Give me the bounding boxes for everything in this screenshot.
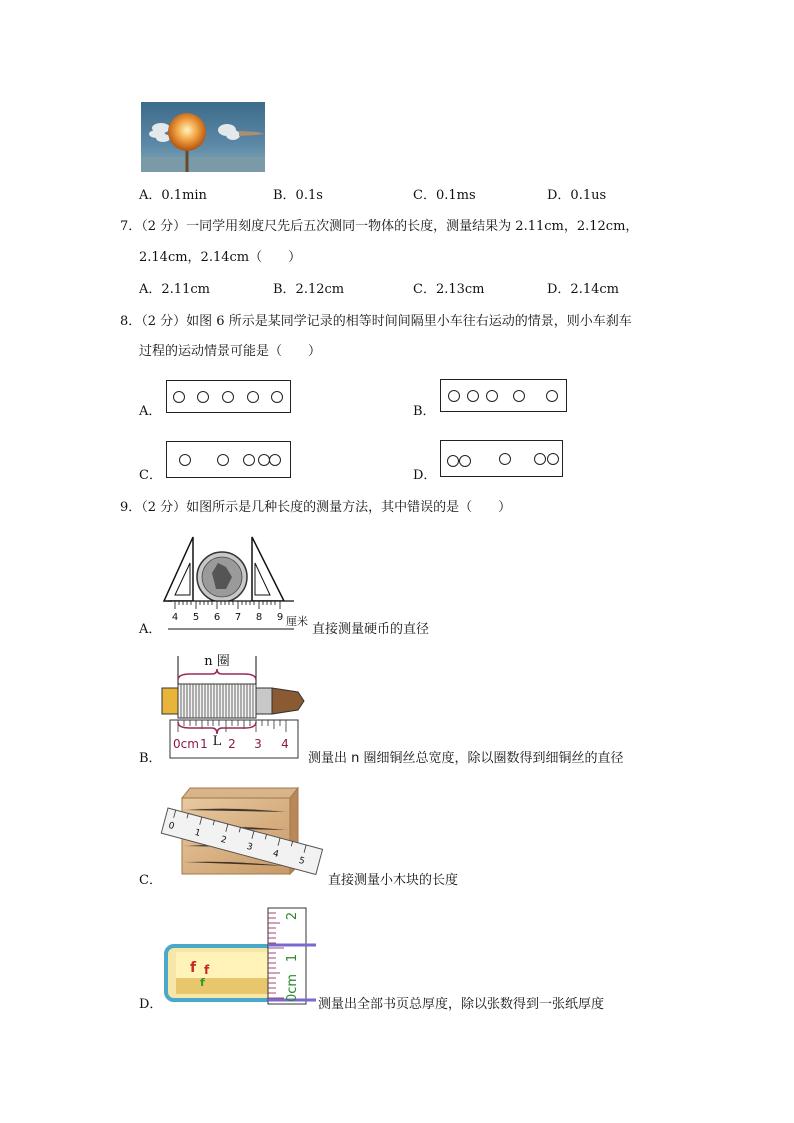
- book-thickness-figure: [160, 902, 320, 1010]
- ruler-tick-label: 2: [219, 834, 228, 847]
- car-position-dot: [269, 454, 281, 466]
- option-b-label: B．: [139, 751, 162, 766]
- option-d: D．0.1us: [547, 188, 607, 203]
- car-position-dot: [467, 390, 479, 402]
- question-8-text-line1: 8．（2 分）如图 6 所示是某同学记录的相等时间间隔里小车往右运动的情景，则小车刹车: [120, 314, 632, 329]
- option-b: B．0.1s: [273, 188, 323, 203]
- car-position-dot: [448, 390, 460, 402]
- copper-wire-figure: [160, 650, 305, 762]
- car-position-dot: [247, 391, 259, 403]
- svg-text:f: f: [204, 963, 210, 977]
- ruler-tick-label: 0cm: [285, 973, 300, 1003]
- option-d-label: D．: [139, 997, 163, 1012]
- ruler-tick-label: 3: [245, 841, 254, 854]
- question-7-text-line2: 2.14cm，2.14cm（ ）: [139, 250, 302, 265]
- option-b: B．2.12cm: [273, 282, 345, 297]
- option-c: C．0.1ms: [413, 188, 476, 203]
- motion-diagram-d: [440, 440, 563, 477]
- car-position-dot: [499, 453, 511, 465]
- ruler-tick-label: 7: [234, 612, 242, 623]
- option-a: A．0.1min: [139, 188, 207, 203]
- ruler-tick-label: 1: [200, 737, 208, 751]
- option-c-caption: 直接测量小木块的长度: [328, 873, 459, 888]
- svg-text:f: f: [190, 960, 197, 976]
- ruler-tick-label: 1: [285, 953, 300, 963]
- car-position-dot: [547, 453, 559, 465]
- ruler-tick-label: 5: [297, 855, 306, 868]
- car-position-dot: [546, 390, 558, 402]
- ruler-unit-label: 厘米: [286, 615, 308, 628]
- car-position-dot: [173, 391, 185, 403]
- option-c-label: C．: [139, 873, 162, 888]
- car-position-dot: [513, 390, 525, 402]
- ruler-tick-label: 1: [193, 827, 202, 840]
- wood-block-figure: [160, 780, 330, 880]
- motion-diagram-a: [166, 380, 291, 413]
- question-7-text-line1: 7．（2 分）一同学用刻度尺先后五次测同一物体的长度，测量结果为 2.11cm，2.12cm，: [120, 219, 639, 234]
- question-8-text-line2: 过程的运动情景可能是（ ）: [139, 344, 322, 359]
- car-position-dot: [486, 390, 498, 402]
- car-position-dot: [179, 454, 191, 466]
- option-b-label: B．: [413, 404, 436, 419]
- car-position-dot: [534, 453, 546, 465]
- ruler-tick-label: 5: [192, 612, 200, 623]
- option-a: A．2.11cm: [139, 282, 210, 297]
- svg-text:f: f: [200, 976, 205, 989]
- motion-diagram-c: [166, 441, 291, 478]
- car-position-dot: [222, 391, 234, 403]
- ruler-tick-label: 2: [228, 737, 236, 751]
- option-b-caption: 测量出 n 圈细铜丝总宽度，除以圈数得到细铜丝的直径: [308, 751, 624, 766]
- ruler-tick-label: 2: [285, 911, 300, 921]
- ruler-tick-label: 0cm: [173, 737, 199, 751]
- ruler-tick-label: 3: [254, 737, 262, 751]
- option-a-caption: 直接测量硬币的直径: [312, 622, 430, 637]
- option-d-label: D．: [413, 468, 437, 483]
- ruler-tick-label: 9: [276, 612, 284, 623]
- ruler-tick-label: 4: [281, 737, 289, 751]
- car-position-dot: [217, 454, 229, 466]
- option-a-label: A．: [139, 404, 162, 419]
- car-position-dot: [243, 454, 255, 466]
- ruler-tick-label: 6: [213, 612, 221, 623]
- option-c-label: C．: [139, 468, 162, 483]
- option-d: D．2.14cm: [547, 282, 619, 297]
- car-position-dot: [459, 455, 471, 467]
- option-d-caption: 测量出全部书页总厚度，除以张数得到一张纸厚度: [318, 997, 605, 1012]
- question-9-text: 9．（2 分）如图所示是几种长度的测量方法，其中错误的是（ ）: [120, 500, 512, 515]
- ruler-tick-label: 0: [167, 820, 176, 833]
- ruler-tick-label: 4: [171, 612, 179, 623]
- option-c: C．2.13cm: [413, 282, 485, 297]
- car-position-dot: [447, 455, 459, 467]
- ruler-tick-label: 8: [255, 612, 263, 623]
- n-turns-label: n 圈: [204, 654, 230, 669]
- bullet-apple-photo: [141, 102, 265, 172]
- option-a-label: A．: [139, 622, 162, 637]
- car-position-dot: [271, 391, 283, 403]
- length-l-label: L: [212, 734, 222, 749]
- car-position-dot: [197, 391, 209, 403]
- motion-diagram-b: [440, 379, 567, 412]
- ruler-tick-label: 4: [271, 848, 280, 861]
